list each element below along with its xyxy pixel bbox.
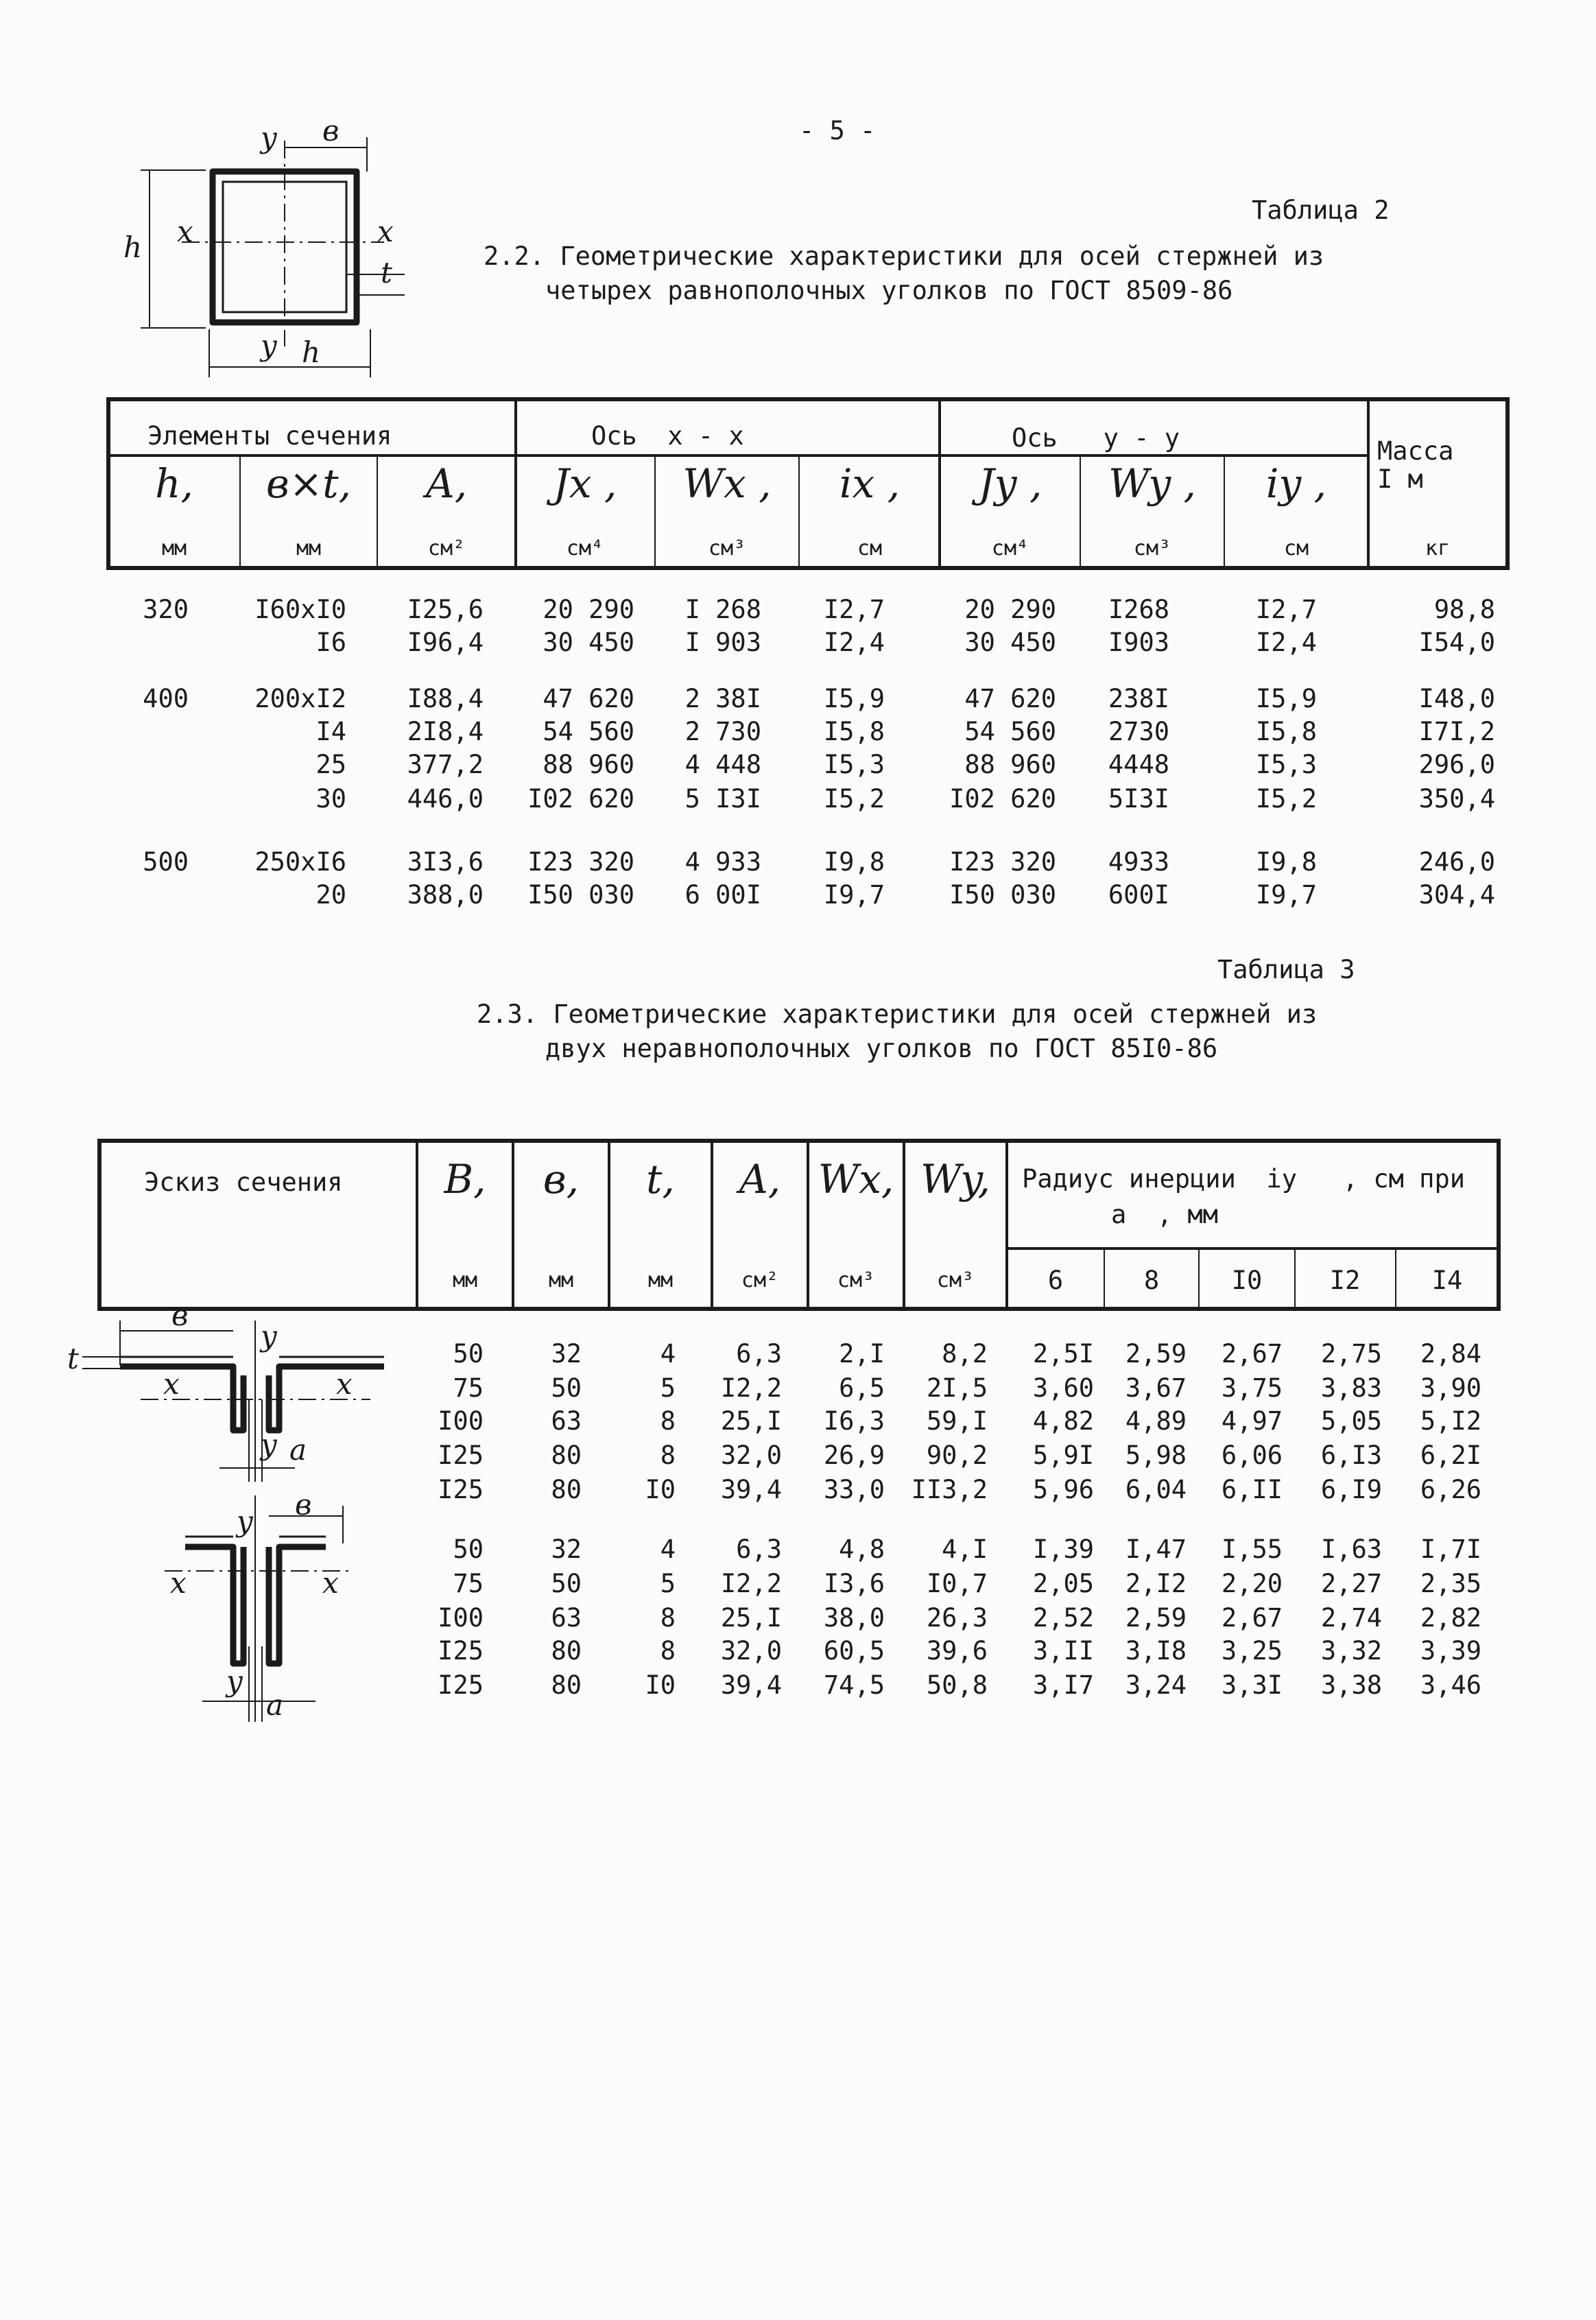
table2-cell: I5,2: [823, 784, 885, 814]
table3-cell: 50: [453, 1535, 484, 1564]
table2-cell: 296,0: [1418, 750, 1495, 779]
table3-cell: 2,59: [1125, 1603, 1187, 1633]
table3-cell: I00: [438, 1603, 484, 1633]
table3-col-symbol: Wx,: [818, 1156, 894, 1203]
table3-col-unit: мм: [548, 1268, 574, 1292]
table3-cell: 32,0: [720, 1441, 782, 1470]
table3-cell: 90,2: [926, 1441, 988, 1470]
table3-cell: 5,96: [1032, 1475, 1094, 1504]
table2-cell: 20 290: [543, 595, 634, 624]
table2-cell: 320: [143, 595, 189, 624]
table3-col-symbol: Wy,: [920, 1156, 990, 1203]
table3-title-line1: 2.3. Геометрические характеристики для осей стержней из: [477, 999, 1318, 1029]
table2-cell: I23 320: [527, 847, 634, 877]
sketch-two-angles-wide: [67, 1299, 384, 1482]
table2-group-axis-x: Ось x - x: [591, 421, 744, 451]
table2-cell: 250хI6: [254, 847, 346, 877]
table3-cell: 26,3: [926, 1603, 988, 1633]
table3-cell: 80: [551, 1636, 582, 1666]
table2-cell: 30 450: [543, 628, 634, 657]
table2-cell: 200хI2: [254, 684, 346, 713]
table3-radius-header-line1: Радиус инерции iy , см при: [1022, 1164, 1466, 1194]
table3-cell: 6,5: [839, 1373, 885, 1403]
table2-cell: I9,7: [823, 880, 885, 910]
table3-cell: 4,8: [839, 1535, 885, 1564]
table2-cell: 98,8: [1433, 595, 1495, 624]
table3-cell: I0: [645, 1475, 676, 1504]
table2-col-unit: см³: [1133, 536, 1171, 560]
sketch1-label-h-left: h: [123, 230, 143, 264]
table3-cell: 25,I: [720, 1406, 782, 1436]
table2-cell: I5,3: [1255, 750, 1317, 779]
table3-cell: 2,35: [1420, 1569, 1481, 1598]
table3-cell: 6,3: [736, 1535, 782, 1564]
table2-cell: 388,0: [407, 880, 484, 910]
table3-cell: 50: [551, 1373, 582, 1403]
table3-cell: 39,4: [720, 1475, 782, 1504]
table3-cell: 2,5I: [1032, 1339, 1094, 1369]
table3-label: Таблица 3: [1217, 955, 1355, 984]
table3-cell: 5,05: [1320, 1406, 1382, 1436]
table2-cell: I5,8: [823, 717, 885, 746]
table2-cell: 4448: [1108, 750, 1169, 779]
table2-col-unit: см: [857, 536, 883, 560]
table2-cell: I60хI0: [254, 595, 346, 624]
table3-cell: 2,59: [1125, 1339, 1187, 1369]
sketch1-label-y-top: y: [261, 121, 277, 154]
table3-cell: 39,4: [720, 1670, 782, 1700]
table3-cell: 3,83: [1320, 1373, 1382, 1403]
table2-cell: 20: [315, 880, 346, 910]
table2-cell: I9,7: [1255, 880, 1317, 910]
table2-cell: 30: [315, 784, 346, 814]
table2-cell: 3I3,6: [407, 847, 484, 877]
table2-col-unit: см³: [708, 536, 746, 560]
table2-cell: 4 933: [684, 847, 761, 877]
table3-cell: 80: [551, 1475, 582, 1504]
table3-a-value: 6: [1047, 1266, 1064, 1295]
table3-cell: I3,6: [823, 1569, 885, 1598]
table3-cell: I0,7: [926, 1569, 988, 1598]
table3-cell: 8: [660, 1636, 676, 1666]
table2-cell: I02 620: [527, 784, 634, 814]
table3-cell: I2,2: [720, 1373, 782, 1403]
sketch2-label-a: a: [289, 1433, 307, 1467]
table3-cell: I,63: [1320, 1535, 1382, 1564]
sketch3-label-x-right: x: [322, 1566, 339, 1600]
sketch3-label-x-left: x: [170, 1566, 187, 1600]
table3-cell: I6,3: [823, 1406, 885, 1436]
sketch3-label-y-top: y: [237, 1504, 253, 1538]
table3-cell: 6,2I: [1420, 1441, 1481, 1470]
table2-cell: 47 620: [543, 684, 634, 713]
table3-a-value: I2: [1329, 1266, 1361, 1295]
table3-a-value: 8: [1143, 1266, 1160, 1295]
table2-cell: 5 I3I: [684, 784, 761, 814]
table3-cell: 3,24: [1125, 1670, 1187, 1700]
sketch3-label-y-bottom: y: [226, 1664, 243, 1698]
table2-cell: 238I: [1108, 684, 1169, 713]
table3-cell: I0: [645, 1670, 676, 1700]
table2-col-unit: мм: [296, 536, 322, 560]
table2-cell: I7I,2: [1418, 717, 1495, 746]
table3-cell: 50: [453, 1339, 484, 1369]
table2-cell: I6: [315, 628, 346, 657]
table3-cell: 26,9: [823, 1441, 885, 1470]
table3-cell: 5,I2: [1420, 1406, 1481, 1436]
table3-cell: 3,60: [1032, 1373, 1094, 1403]
table3-cell: 4: [660, 1535, 676, 1564]
table2-cell: 246,0: [1418, 847, 1495, 877]
table2-cell: 88 960: [543, 750, 634, 779]
table3-cell: 5,98: [1125, 1441, 1187, 1470]
table2-cell: I268: [1108, 595, 1169, 624]
table3-cell: 59,I: [926, 1406, 988, 1436]
table3-cell: 2,84: [1420, 1339, 1481, 1369]
table3-cell: 6,26: [1420, 1475, 1481, 1504]
table3-cell: 3,46: [1420, 1670, 1481, 1700]
table2-group-elements: Элементы сечения: [147, 421, 392, 451]
table3-title-line2: двух неравнополочных уголков по ГОСТ 85I0-86: [545, 1034, 1218, 1063]
table3-cell: 2,82: [1420, 1603, 1481, 1633]
table3-cell: 3,90: [1420, 1373, 1481, 1403]
table2-cell: 20 290: [964, 595, 1056, 624]
table3-cell: 50,8: [926, 1670, 988, 1700]
table3-cell: 38,0: [823, 1603, 885, 1633]
table3-cell: 2,05: [1032, 1569, 1094, 1598]
table3-cell: 75: [453, 1569, 484, 1598]
table3-col-symbol: B,: [444, 1156, 486, 1203]
table3-cell: 39,6: [926, 1636, 988, 1666]
table2-col-symbol: Wx ,: [682, 460, 772, 507]
table3-cell: 2,I: [839, 1339, 885, 1369]
table2-col-symbol: ix ,: [839, 460, 901, 507]
table2-mass-header: Масса I м: [1377, 436, 1454, 494]
table3-cell: 6,3: [736, 1339, 782, 1369]
table2-cell: I5,2: [1255, 784, 1317, 814]
table3-cell: I25: [438, 1441, 484, 1470]
table3-cell: 5: [660, 1569, 676, 1598]
table3-cell: 8: [660, 1603, 676, 1633]
sketch1-label-t: t: [381, 256, 392, 289]
table2-cell: I25,6: [407, 595, 484, 624]
table2-cell: 600I: [1108, 880, 1169, 910]
table2-col-unit: см: [1283, 536, 1309, 560]
table3-cell: 6,06: [1221, 1441, 1283, 1470]
table2-col-unit: см²: [427, 536, 466, 560]
table2-cell: 54 560: [964, 717, 1056, 746]
table3-col-unit: мм: [452, 1268, 478, 1292]
table3-cell: 3,3I: [1221, 1670, 1283, 1700]
table3-col-unit: см³: [837, 1268, 875, 1292]
table2-cell: I23 320: [949, 847, 1056, 877]
table2-cell: I2,7: [823, 595, 885, 624]
table3-cell: 3,32: [1320, 1636, 1382, 1666]
table3-col-symbol: t,: [646, 1156, 675, 1203]
table2-cell: 2 730: [684, 717, 761, 746]
table3-cell: 6,I9: [1320, 1475, 1382, 1504]
table2-cell: 25: [315, 750, 346, 779]
table3-cell: I,55: [1221, 1535, 1283, 1564]
table2-cell: I4: [315, 717, 346, 746]
table2-cell: 377,2: [407, 750, 484, 779]
table2-cell: 47 620: [964, 684, 1056, 713]
sketch2-label-y-top: y: [261, 1319, 277, 1353]
table3-cell: 32: [551, 1339, 582, 1369]
table3-cell: 6,I3: [1320, 1441, 1382, 1470]
table3-cell: 2,75: [1320, 1339, 1382, 1369]
table2-cell: 304,4: [1418, 880, 1495, 910]
sketch1-label-h-bottom: h: [302, 335, 321, 369]
table2-cell: 4 448: [684, 750, 761, 779]
table3-cell: 2,I2: [1125, 1569, 1187, 1598]
table3-cell: 32: [551, 1535, 582, 1564]
table2-cell: 88 960: [964, 750, 1056, 779]
table2-group-axis-y: Ось y - y: [1012, 423, 1180, 453]
table2-cell: 54 560: [543, 717, 634, 746]
table3-radius-header-line2: a , мм: [1111, 1200, 1218, 1229]
sketch3-label-b: в: [295, 1488, 312, 1522]
table2-cell: 2I8,4: [407, 717, 484, 746]
table3-a-value: I0: [1231, 1266, 1263, 1295]
table2-col-symbol: в×t,: [265, 460, 352, 507]
table2-col-symbol: Wy ,: [1108, 460, 1196, 507]
table2-col-unit: мм: [161, 536, 187, 560]
table2-col-symbol: h,: [155, 460, 193, 507]
table3-cell: 3,II: [1032, 1636, 1094, 1666]
table2-cell: I9,8: [823, 847, 885, 877]
table2-cell: 500: [143, 847, 189, 877]
table2-cell: 400: [143, 684, 189, 713]
table3-cell: 2,67: [1221, 1339, 1283, 1369]
sketch2-label-b: в: [171, 1299, 189, 1332]
table2-cell: I2,4: [823, 628, 885, 657]
table3-cell: 4: [660, 1339, 676, 1369]
table3-cell: I00: [438, 1406, 484, 1436]
table3-cell: 5,9I: [1032, 1441, 1094, 1470]
table2-col-symbol: A,: [425, 460, 468, 507]
table3-col-unit: мм: [647, 1268, 674, 1292]
table3-cell: 6,04: [1125, 1475, 1187, 1504]
table3-cell: 2,20: [1221, 1569, 1283, 1598]
sketch2-label-x-right: x: [336, 1367, 353, 1401]
table2-col-unit: кг: [1425, 536, 1451, 560]
table2-title-line1: 2.2. Геометрические характеристики для осей стержней из: [484, 241, 1324, 271]
sketch1-label-x-right: x: [377, 215, 394, 248]
table2-col-unit: см⁴: [566, 536, 604, 560]
table2-cell: I9,8: [1255, 847, 1317, 877]
table2-cell: I88,4: [407, 684, 484, 713]
table3-cell: I25: [438, 1475, 484, 1504]
table3-cell: 4,I: [942, 1535, 988, 1564]
table3-cell: I,39: [1032, 1535, 1094, 1564]
table3-cell: 2,52: [1032, 1603, 1094, 1633]
table2-cell: 6 00I: [684, 880, 761, 910]
sketch-two-angles-tall: [165, 1488, 350, 1722]
table3-a-value: I4: [1431, 1266, 1463, 1295]
table3-cell: 3,I8: [1125, 1636, 1187, 1666]
table2-cell: I 903: [684, 628, 761, 657]
table3-cell: 3,75: [1221, 1373, 1283, 1403]
table3-cell: 3,I7: [1032, 1670, 1094, 1700]
table3-cell: 74,5: [823, 1670, 885, 1700]
table3-cell: I,7I: [1420, 1535, 1481, 1564]
table3-col-symbol: в,: [543, 1156, 580, 1203]
table2-cell: I 268: [684, 595, 761, 624]
table2-col-symbol: iy ,: [1265, 460, 1327, 507]
table2-cell: I02 620: [949, 784, 1056, 814]
table3-sketch-header: Эскиз сечения: [144, 1168, 343, 1197]
table3-col-unit: см²: [741, 1268, 779, 1292]
table3-cell: 8: [660, 1441, 676, 1470]
table2-cell: 350,4: [1418, 784, 1495, 814]
table3-cell: 8,2: [942, 1339, 988, 1369]
table3-cell: 5: [660, 1373, 676, 1403]
sketch-four-angles: [123, 114, 405, 377]
table3-cell: 50: [551, 1569, 582, 1598]
table3-cell: 3,67: [1125, 1373, 1187, 1403]
table2-cell: I50 030: [527, 880, 634, 910]
table2-cell: I48,0: [1418, 684, 1495, 713]
table3-cell: 80: [551, 1441, 582, 1470]
sketch1-label-y-bottom: y: [261, 329, 277, 362]
table2-col-unit: см⁴: [991, 536, 1029, 560]
table2-cell: 5I3I: [1108, 784, 1169, 814]
table2-cell: 2 38I: [684, 684, 761, 713]
table3-cell: II3,2: [911, 1475, 988, 1504]
table2-col-symbol: Jx ,: [553, 460, 617, 507]
table2-cell: I2,7: [1255, 595, 1317, 624]
table3-cell: 4,82: [1032, 1406, 1094, 1436]
sketch2-label-t: t: [67, 1342, 79, 1375]
sketch2-label-x-left: x: [163, 1367, 180, 1401]
sketch2-label-y-bottom: y: [261, 1428, 277, 1461]
table3-cell: 60,5: [823, 1636, 885, 1666]
table3-cell: I25: [438, 1670, 484, 1700]
table3-cell: 3,38: [1320, 1670, 1382, 1700]
table3-cell: 8: [660, 1406, 676, 1436]
table3-col-unit: см³: [936, 1268, 975, 1292]
table3-cell: 32,0: [720, 1636, 782, 1666]
sketch1-label-x-left: x: [177, 215, 193, 248]
table2-cell: I2,4: [1255, 628, 1317, 657]
table2-cell: 446,0: [407, 784, 484, 814]
table2-cell: I54,0: [1418, 628, 1495, 657]
table2-cell: I50 030: [949, 880, 1056, 910]
table2-cell: I5,9: [823, 684, 885, 713]
table3-cell: 2,27: [1320, 1569, 1382, 1598]
table3-cell: 4,89: [1125, 1406, 1187, 1436]
table3-cell: 75: [453, 1373, 484, 1403]
table3-cell: 4,97: [1221, 1406, 1283, 1436]
table3-cell: 2,67: [1221, 1603, 1283, 1633]
table2-cell: 30 450: [964, 628, 1056, 657]
page-number: - 5 -: [799, 116, 876, 145]
table2-cell: 2730: [1108, 717, 1169, 746]
table2-title-line2: четырех равнополочных уголков по ГОСТ 8509-86: [545, 276, 1233, 305]
table3-cell: 25,I: [720, 1603, 782, 1633]
table3-cell: 80: [551, 1670, 582, 1700]
table3-cell: 63: [551, 1406, 582, 1436]
table3-cell: 2,74: [1320, 1603, 1382, 1633]
table3-cell: 63: [551, 1603, 582, 1633]
table3-cell: I25: [438, 1636, 484, 1666]
table3-cell: 3,25: [1221, 1636, 1283, 1666]
sketch1-label-b: в: [322, 114, 340, 147]
table2-cell: I5,9: [1255, 684, 1317, 713]
table3-cell: 33,0: [823, 1475, 885, 1504]
table3-cell: 2I,5: [926, 1373, 988, 1403]
table3-cell: I,47: [1125, 1535, 1187, 1564]
table3-cell: 3,39: [1420, 1636, 1481, 1666]
table2-cell: I903: [1108, 628, 1169, 657]
table2-col-symbol: Jy ,: [978, 460, 1043, 507]
table2-label: Таблица 2: [1252, 196, 1390, 225]
table2-cell: I96,4: [407, 628, 484, 657]
table2-cell: 4933: [1108, 847, 1169, 877]
table3-cell: I2,2: [720, 1569, 782, 1598]
table2-cell: I5,3: [823, 750, 885, 779]
table3-col-symbol: A,: [739, 1156, 781, 1203]
table2-cell: I5,8: [1255, 717, 1317, 746]
table3-cell: 6,II: [1221, 1475, 1283, 1504]
sketch3-label-a: a: [266, 1688, 284, 1722]
